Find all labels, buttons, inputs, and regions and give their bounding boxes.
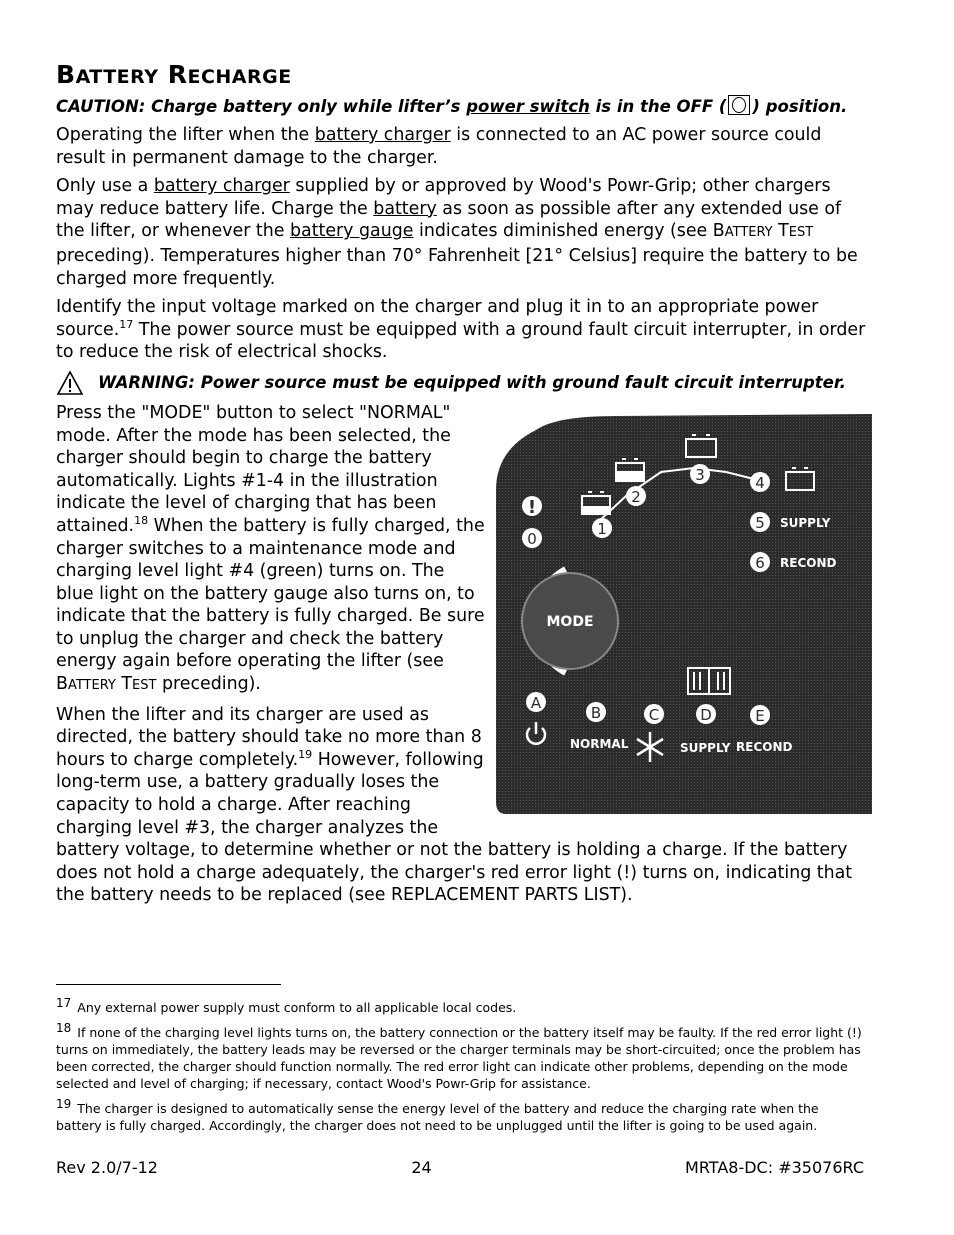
svg-text:C: C xyxy=(648,705,660,724)
document-id: MRTA8-DC: #35076RC xyxy=(685,1158,864,1177)
level-light-4: 4 xyxy=(755,473,765,492)
svg-text:E: E xyxy=(755,706,765,725)
paragraph-mode-button: Press the "MODE" button to select "NORMAL" mode. After the mode has been selected, the charger should begin to charge the battery automatically. Lights #1-4 in the illustration indicate the level of charging that has been attained.$^{18}$ When the battery is fully charged, the charger switches to a maintenance mode and charging level light #4 (green) turns on. The blue light on the battery gauge also turns on, to indicate that the battery is fully charged. Be sure to unplug the charger and check the battery energy again before operating the lifter (see BATTERY TEST preceding). xyxy=(56,402,485,695)
page-title: BATTERY RECHARGE xyxy=(56,60,292,89)
supply-light: 5 xyxy=(755,513,765,532)
normal-label: NORMAL xyxy=(570,736,629,751)
footnote-ref-19: 19 xyxy=(298,747,313,761)
page-footer xyxy=(56,1158,864,1177)
paragraph-charge-time: When the lifter and its charger are used as directed, the battery should take no more than 8 hours to charge completely.$^{19}$ However, following long-term use, a battery gradually loses the capacity to hold a charge. After reaching charging level #3, the charger analyzes the battery voltage, to determine whether or not the battery is holding a charge. If the battery does not hold a charge adequately, the charger's red error light (!) turns on, indicating that the battery needs to be replaced (see REPLACEMENT PARTS LIST). xyxy=(56,704,853,906)
footnote-17: $^{17}$ Any external power supply must conform to all applicable local codes. xyxy=(56,996,517,1015)
footnotes xyxy=(56,984,866,1142)
caution-notice: CAUTION: Charge battery only while lifter’s power switch is in the OFF ( ) position. xyxy=(56,97,848,116)
svg-text:A: A xyxy=(530,693,542,712)
battery-charger-link: battery charger xyxy=(314,125,451,145)
warning-notice: WARNING: Power source must be equipped with ground fault circuit interrupter. xyxy=(56,370,866,396)
paragraph-input-voltage: Identify the input voltage marked on the charger and plug it in to an appropriate power source.$^{17}$ The power source must be equipped with a ground fault circuit interrupter, in order to reduce the risk of electrical shocks. xyxy=(56,297,866,363)
recond-mode-label: RECOND xyxy=(736,739,793,754)
svg-text:D: D xyxy=(700,705,712,724)
revision-label: Rev 2.0/7-12 xyxy=(56,1158,158,1177)
page-content xyxy=(56,60,866,913)
footnote-18: $^{18}$ If none of the charging level lights turns on, the battery connection or the battery itself may be faulty. If the red error light (!) turns on immediately, the battery leads may be reversed or the charger terminals may be short-circuited; once the problem has been corrected, the charger should function normally. The red error light can indicate other problems, depending on the mode selected and level of charging; if necessary, contact Wood's Powr-Grip for assistance. xyxy=(56,1021,862,1091)
footnote-divider xyxy=(56,984,281,985)
paragraph-charger-usage: Only use a battery charger supplied by or approved by Wood's Powr-Grip; other chargers may reduce battery life. Charge the battery as soon as possible after any extended use of the lifter, or whenever the battery gauge indicates diminished energy (see BATTERY TEST preceding). Temperatures higher than 70° Fahrenheit [21° Celsius] require the battery to be charged more frequently. xyxy=(56,176,858,289)
footnote-ref-18: 18 xyxy=(134,513,149,527)
off-position-icon xyxy=(728,95,750,115)
recond-label: RECOND xyxy=(780,555,837,570)
level-light-2: 2 xyxy=(631,487,641,506)
supply-mode-label: SUPPLY xyxy=(680,740,731,755)
charger-panel-illustration xyxy=(496,410,872,814)
recond-light: 6 xyxy=(755,553,765,572)
warning-triangle-icon xyxy=(56,370,84,396)
footnote-ref-17: 17 xyxy=(119,317,134,331)
paragraph-charger-warning: Operating the lifter when the battery charger is connected to an AC power source could result in permanent damage to the charger. xyxy=(56,125,822,168)
footnote-19: $^{19}$ The charger is designed to automatically sense the energy level of the battery and reduce the charging rate when the battery is fully charged. Accordingly, the charger does not need to be unplugged until the lifter is going to be used again. xyxy=(56,1097,819,1133)
zero-indicator: 0 xyxy=(527,529,537,548)
supply-label: SUPPLY xyxy=(780,515,831,530)
power-switch-link: power switch xyxy=(466,97,590,116)
mode-button-label: MODE xyxy=(546,613,594,630)
error-indicator: ! xyxy=(527,496,537,518)
svg-text:B: B xyxy=(590,703,602,722)
level-light-1: 1 xyxy=(597,519,607,538)
level-light-3: 3 xyxy=(695,465,705,484)
page-number: 24 xyxy=(411,1158,432,1177)
